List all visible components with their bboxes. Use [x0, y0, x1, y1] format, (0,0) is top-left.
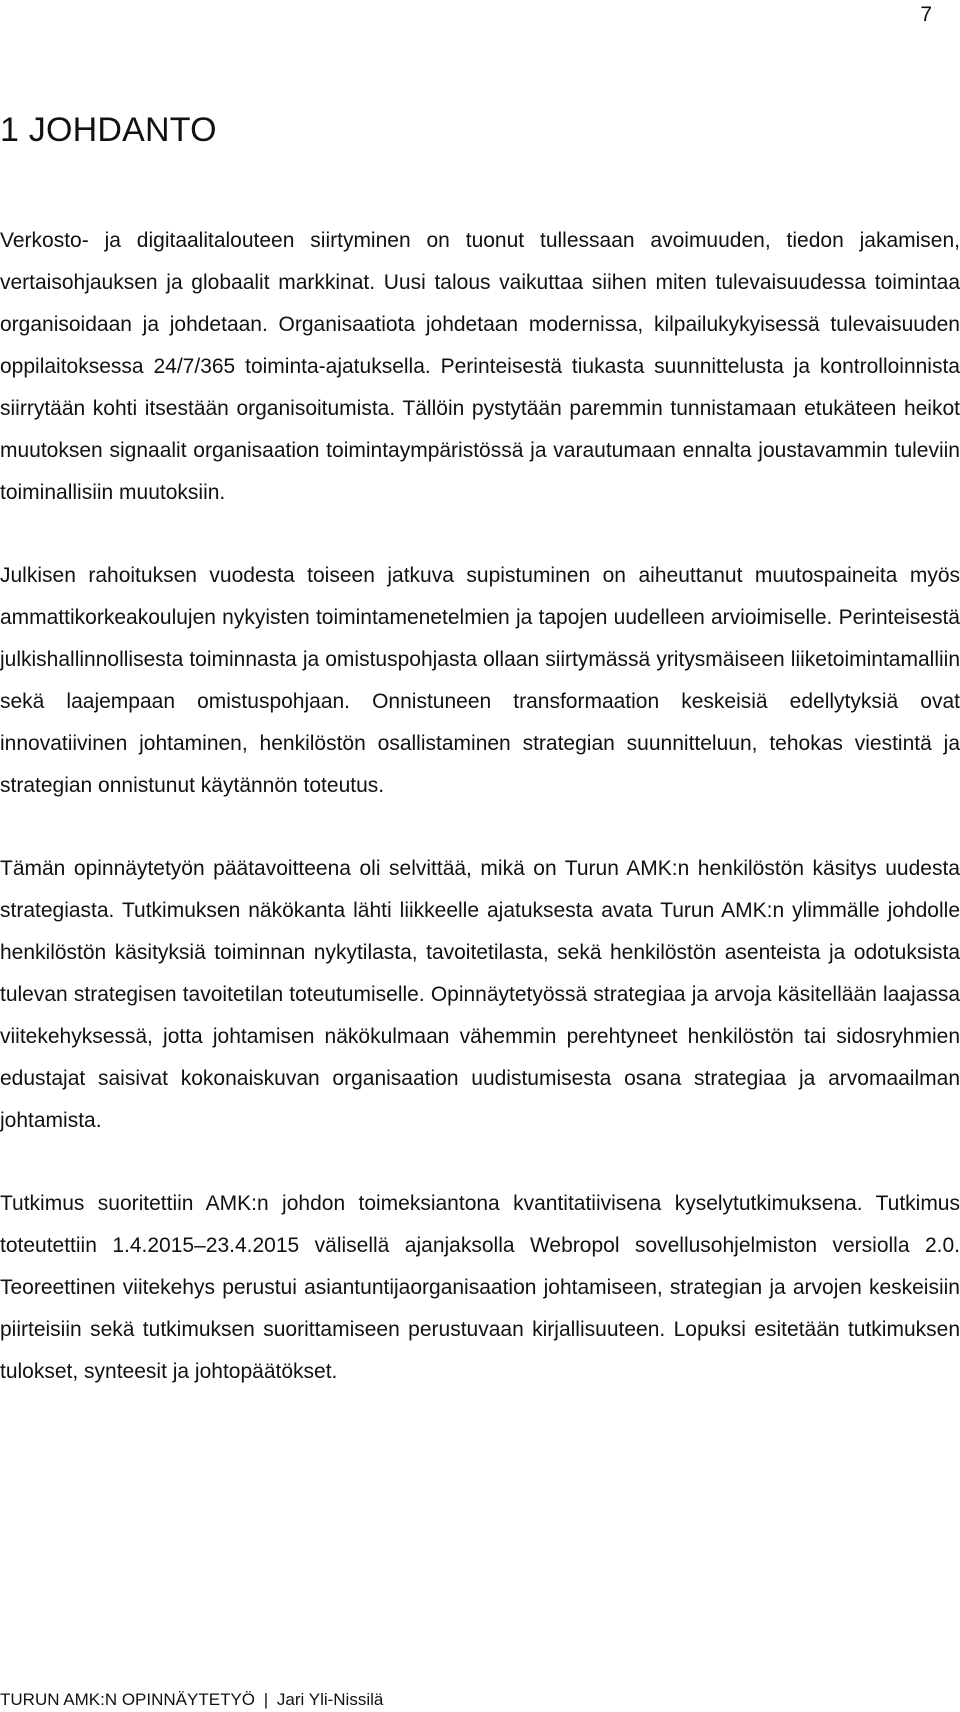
footer-author: Jari Yli-Nissilä [276, 1690, 384, 1709]
page-footer [0, 1691, 383, 1708]
chapter-heading: 1 JOHDANTO [0, 111, 217, 149]
page-number: 7 [920, 3, 932, 26]
footer-separator: | [263, 1690, 269, 1709]
body-text [0, 220, 960, 1434]
paragraph-1: Verkosto- ja digitaalitalouteen siirtyminen on tuonut tullessaan avoimuuden, tiedon jakamisen, vertaisohjauksen ja globaalit markkinat. Uusi talous vaikuttaa siihen miten tulevaisuudessa toimintaa organisoidaan ja johdetaan. Organisaatiota johdetaan modernissa, kilpailukykyisessä tulevaisuuden oppilaitoksessa 24/7/365 toiminta-ajatuksella. Perinteisestä tiukasta suunnittelusta ja kontrolloinnista siirrytään kohti itsestään organisoitumista. Tällöin pystytään paremmin tunnistamaan etukäteen heikot muutoksen signaalit organisaation toimintaympäristössä ja varautumaan ennalta joustavammin tuleviin toiminallisiin muutoksiin. [0, 229, 960, 504]
footer-institution: TURUN AMK:N OPINNÄYTETYÖ [0, 1690, 256, 1709]
paragraph-4: Tutkimus suoritettiin AMK:n johdon toimeksiantona kvantitatiivisena kyselytutkimuksena. Tutkimus toteutettiin 1.4.2015–23.4.2015 välisellä ajanjaksolla Webropol sovellusohjelmiston versiolla 2.0. Teoreettinen viitekehys perustui asiantuntijaorganisaation johtamiseen, strategian ja arvojen keskeisiin piirteisiin sekä tutkimuksen suorittamiseen perustuvaan kirjallisuuteen. Lopuksi esitetään tutkimuksen tulokset, synteesit ja johtopäätökset. [0, 1192, 960, 1383]
paragraph-2: Julkisen rahoituksen vuodesta toiseen jatkuva supistuminen on aiheuttanut muutospaineita myös ammattikorkeakoulujen nykyisten toimintamenetelmien ja tapojen uudelleen arvioimiselle. Perinteisestä julkishallinnollisesta toiminnasta ja omistuspohjasta ollaan siirtymässä yritysmäiseen liiketoimintamalliin sekä laajempaan omistuspohjaan. Onnistuneen transformaation keskeisiä edellytyksiä ovat innovatiivinen johtaminen, henkilöstön osallistaminen strategian suunnitteluun, tehokas viestintä ja strategian onnistunut käytännön toteutus. [0, 564, 960, 797]
paragraph-3: Tämän opinnäytetyön päätavoitteena oli selvittää, mikä on Turun AMK:n henkilöstön käsitys uudesta strategiasta. Tutkimuksen näkökanta lähti liikkeelle ajatuksesta avata Turun AMK:n ylimmälle johdolle henkilöstön käsityksiä toiminnan nykytilasta, tavoitetilasta, sekä henkilöstön asenteista ja odotuksista tulevan strategisen tavoitetilan toteutumiselle. Opinnäytetyössä strategiaa ja arvoja käsitellään laajassa viitekehyksessä, jotta johtamisen näkökulmaan vähemmin perehtyneet henkilöstön tai sidosryhmien edustajat saisivat kokonaiskuvan organisaation uudistumisesta osana strategiaa ja arvomaailman johtamista. [0, 857, 960, 1132]
